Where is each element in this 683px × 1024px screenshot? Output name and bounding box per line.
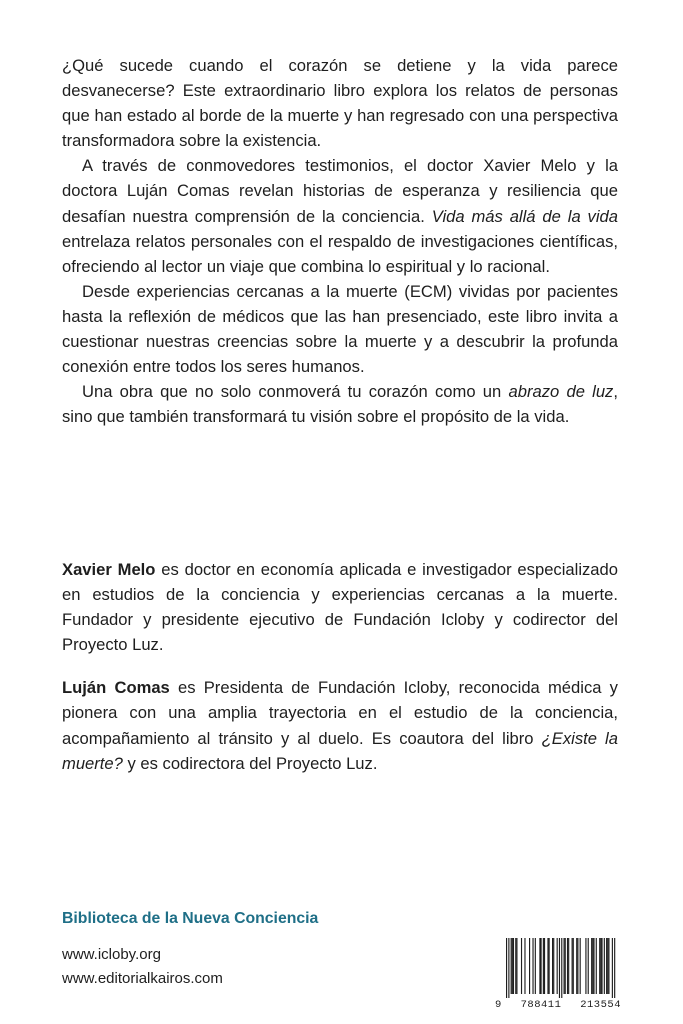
barcode-bar	[576, 938, 577, 994]
barcode-bar	[588, 938, 589, 994]
website-link-kairos[interactable]: www.editorialkairos.com	[62, 970, 223, 987]
barcode-bar	[516, 938, 517, 994]
isbn-digits	[495, 999, 621, 1011]
barcode-bar	[557, 938, 558, 994]
barcode-bar	[592, 938, 593, 994]
barcode-bar	[541, 938, 542, 994]
abrazo-de-luz-emphasis: abrazo de luz	[508, 382, 614, 402]
barcode-bar	[547, 938, 548, 994]
barcode-bar	[580, 938, 581, 994]
synopsis-p2-text-a: A través de conmovedores testimonios, el doctor Xavier Melo y la doctora Luján Comas revelan historias de esperanza y resiliencia que desafían nuestra comprensión de la conciencia.	[62, 156, 618, 226]
synopsis-paragraph-4	[62, 379, 618, 429]
barcode-bar	[572, 938, 573, 994]
author-bio-lujan-comas	[62, 675, 618, 775]
isbn-digit-first: 9	[495, 999, 502, 1011]
barcode-bar	[599, 938, 600, 994]
barcode-bar	[600, 938, 601, 994]
barcode-bar	[564, 938, 565, 994]
barcode-bar	[614, 938, 615, 998]
series-title: Biblioteca de la Nueva Conciencia	[62, 910, 319, 927]
synopsis-paragraph-2	[62, 153, 618, 278]
barcode-bar	[585, 938, 586, 994]
barcode-bar	[529, 938, 530, 994]
barcode-bar	[601, 938, 602, 994]
author-bio-xavier-melo	[62, 557, 618, 657]
barcode-bar	[532, 938, 533, 994]
barcode-bar	[593, 938, 594, 994]
author-bio-text: es doctor en economía aplicada e investigador especializado en estudios de la conciencia y experiencias cercanas a la muerte. Fundador y presidente ejecutivo de Fundación Icloby y codirector del Proyecto Luz.	[62, 560, 618, 655]
barcode-bar	[596, 938, 597, 994]
barcode-bar	[513, 938, 514, 994]
isbn-digits-right: 213554	[580, 999, 621, 1011]
barcode-bar	[544, 938, 545, 994]
barcode-bar	[604, 938, 605, 994]
author-bio-text-a: es Presidenta de Fundación Icloby, reconocida médica y pionera con una amplia trayectoria en el estudio de la conciencia, acompañamiento al tránsito y al duelo. Es coautora del libro	[62, 678, 618, 748]
barcode-bar	[539, 938, 540, 994]
barcode-bar	[508, 938, 509, 998]
synopsis-p2-text-b: entrelaza relatos personales con el respaldo de investigaciones científicas, ofreciendo al lector un viaje que combina lo espiritual y lo racional.	[62, 231, 618, 276]
author-name: Luján Comas	[62, 678, 170, 698]
isbn-digits-left: 788411	[520, 999, 562, 1011]
barcode-bar	[591, 938, 592, 994]
isbn-barcode	[495, 938, 621, 998]
barcode-bar	[559, 938, 560, 998]
barcode-bar	[535, 938, 536, 994]
book-title: Vida más allá de la vida	[431, 206, 618, 226]
author-bios	[62, 557, 618, 776]
website-link-icloby[interactable]: www.icloby.org	[62, 946, 161, 963]
barcode-bar	[606, 938, 607, 994]
synopsis	[62, 53, 618, 429]
barcode-bar	[515, 938, 516, 994]
barcode-bar	[608, 938, 609, 994]
barcode-bar	[607, 938, 608, 994]
author-name: Xavier Melo	[62, 560, 156, 579]
barcode-bar	[506, 938, 507, 998]
barcode-bar	[577, 938, 578, 994]
barcode-bar	[521, 938, 522, 994]
barcode-bar	[573, 938, 574, 994]
barcode-bar	[565, 938, 566, 994]
barcode-bar	[568, 938, 569, 994]
barcode-bar	[512, 938, 513, 994]
barcode-bar	[511, 938, 512, 994]
barcode-bar	[612, 938, 613, 998]
coauthored-book-title: ¿Existe la muerte?	[62, 728, 618, 773]
barcode-bar	[567, 938, 568, 994]
barcode-bar	[543, 938, 544, 994]
synopsis-p4-text-b: , sino que también transformará tu visión sobre el propósito de la vida.	[62, 382, 618, 427]
barcode-bar	[524, 938, 525, 994]
barcode-bar	[549, 938, 550, 994]
barcode-bar	[553, 938, 554, 994]
barcode-bar	[561, 938, 562, 998]
barcode-bar	[552, 938, 553, 994]
synopsis-paragraph-3: Desde experiencias cercanas a la muerte (ECM) vividas por pacientes hasta la reflexión de médicos que las han presenciado, este libro invita a cuestionar nuestras creencias sobre la muerte y a descubrir la profunda conexión entre todos los seres humanos.	[62, 281, 618, 377]
synopsis-paragraph-1: ¿Qué sucede cuando el corazón se detiene y la vida parece desvanecerse? Este extraordinario libro explora los relatos de personas que han estado al borde de la muerte y han regresado con una perspectiva transformadora sobre la existencia.	[62, 56, 618, 151]
author-bio-text-b: y es codirectora del Proyecto Luz.	[122, 753, 378, 773]
synopsis-p4-text-a: Una obra que no solo conmoverá tu corazón como un	[82, 382, 509, 402]
